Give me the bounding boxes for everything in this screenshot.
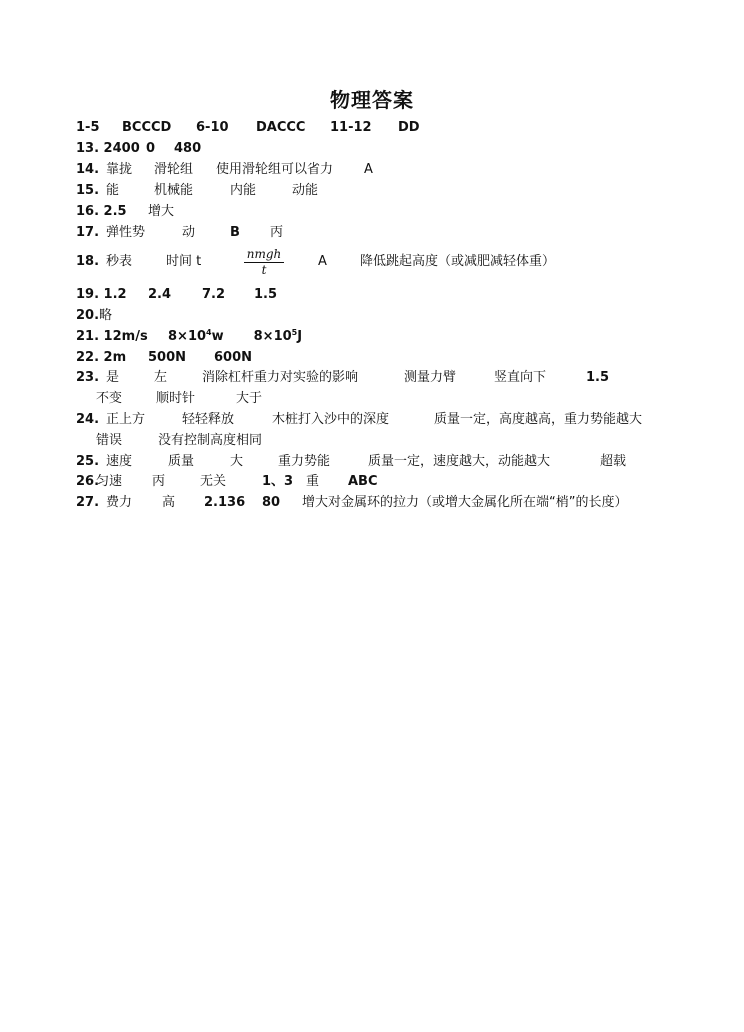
answer: 速度 [106, 454, 133, 469]
answer-line-18 [76, 246, 555, 278]
answer-line-15 [76, 181, 318, 201]
answer: 木桩打入沙中的深度 [272, 412, 390, 427]
question-number: 22. 2m [76, 350, 127, 365]
question-number: 20. [76, 308, 100, 323]
answer: ABC [348, 474, 378, 489]
answer: 丙 [270, 225, 284, 240]
answer: 能 [106, 183, 120, 198]
answer: 2.4 [148, 287, 172, 302]
question-number: 21. 12m/s [76, 329, 148, 344]
answer-line-22 [76, 348, 252, 368]
answer-line-27 [76, 493, 627, 513]
answer: 质量一定，高度越高，重力势能越大 [434, 412, 643, 427]
answer: 内能 [230, 183, 257, 198]
answer-unit: J [297, 329, 303, 344]
question-number: 27. [76, 495, 100, 510]
question-number: 23. [76, 370, 100, 385]
answer: 2.136 [204, 495, 246, 510]
answer: 1.5 [254, 287, 278, 302]
answer: 0 [146, 141, 156, 156]
answer-line-17 [76, 223, 283, 243]
question-number: 15. [76, 183, 100, 198]
answer: BCCCD [122, 120, 172, 135]
answer: 没有控制高度相同 [158, 433, 263, 448]
exponent: 5 [291, 328, 298, 337]
answer: 弹性势 [106, 225, 146, 240]
answer: 高 [162, 495, 176, 510]
answer: 600N [214, 350, 253, 365]
exponent: 4 [206, 328, 212, 337]
answer: 测量力臂 [404, 370, 457, 385]
answer: 大于 [236, 391, 263, 406]
answer-line-21 [76, 327, 302, 347]
question-number: 1-5 [76, 120, 100, 135]
answer: 匀速 [96, 474, 123, 489]
answer: 机械能 [154, 183, 194, 198]
answer-unit: w [211, 329, 224, 344]
answer: 左 [154, 370, 168, 385]
answer: 动能 [292, 183, 319, 198]
answer: 质量 [168, 454, 195, 469]
question-number: 19. 1.2 [76, 287, 127, 302]
answer: 重 [306, 474, 320, 489]
question-number: 17. [76, 225, 100, 240]
answer: 80 [262, 495, 281, 510]
fraction-denominator: t [261, 262, 267, 277]
answer: 质量一定，速度越大，动能越大 [368, 454, 551, 469]
question-number: 26. [76, 474, 100, 489]
answer: 500N [148, 350, 187, 365]
answer: 1、3 [262, 474, 294, 489]
answer: B [230, 225, 240, 240]
answer: 8×10 [253, 329, 292, 344]
question-number: 25. [76, 454, 100, 469]
answer: 滑轮组 [154, 162, 194, 177]
answer: 增大 [148, 204, 175, 219]
answer: 不变 [96, 391, 123, 406]
answer-line-16 [76, 202, 174, 222]
answer-line-14 [76, 160, 373, 180]
question-number: 6-10 [196, 120, 229, 135]
answer-line-26 [76, 472, 378, 492]
answer: 8×10 [168, 329, 207, 344]
answer: DACCC [256, 120, 306, 135]
answer: 无关 [200, 474, 227, 489]
question-number: 11-12 [330, 120, 372, 135]
answer: 费力 [106, 495, 133, 510]
answer: 降低跳起高度（或减肥减轻体重） [360, 254, 556, 269]
answer: 靠拢 [106, 162, 133, 177]
answer-line-19 [76, 285, 277, 305]
answer: 略 [99, 308, 113, 323]
question-number: 24. [76, 412, 100, 427]
answer-line-1 [76, 118, 420, 138]
answer-line-24-continued [96, 431, 262, 451]
answer: 是 [106, 370, 120, 385]
answer: DD [398, 120, 420, 135]
answer: A [364, 162, 373, 177]
question-number: 14. [76, 162, 100, 177]
answer: 丙 [152, 474, 166, 489]
answer: 时间 t [166, 254, 202, 269]
answer: 大 [230, 454, 244, 469]
answer: 1.5 [586, 370, 610, 385]
answer-line-20 [76, 306, 112, 326]
answer: 秒表 [106, 254, 133, 269]
answer: 超载 [600, 454, 627, 469]
answer: 重力势能 [278, 454, 331, 469]
answer-line-13 [76, 139, 201, 159]
answer-line-23-continued [96, 389, 262, 409]
answer: 7.2 [202, 287, 226, 302]
fraction-numerator: nmgh [244, 247, 284, 263]
answer-line-23 [76, 368, 609, 388]
fraction-formula [244, 247, 284, 277]
answer: 顺时针 [156, 391, 196, 406]
answer: A [318, 254, 327, 269]
answer: 动 [182, 225, 196, 240]
answer: 错误 [96, 433, 123, 448]
answer: 竖直向下 [494, 370, 547, 385]
page-title: 物理答案 [330, 88, 414, 112]
answer: 消除杠杆重力对实验的影响 [202, 370, 359, 385]
answer: 轻轻释放 [182, 412, 235, 427]
question-number: 13. 2400 [76, 141, 140, 156]
answer: 使用滑轮组可以省力 [216, 162, 334, 177]
answer-line-25 [76, 452, 626, 472]
question-number: 18. [76, 254, 100, 269]
answer: 480 [174, 141, 202, 156]
question-number: 16. 2.5 [76, 204, 127, 219]
answer-line-24 [76, 410, 642, 430]
answer: 增大对金属环的拉力（或增大金属化所在端“梢”的长度） [302, 495, 628, 510]
answer: 正上方 [106, 412, 146, 427]
